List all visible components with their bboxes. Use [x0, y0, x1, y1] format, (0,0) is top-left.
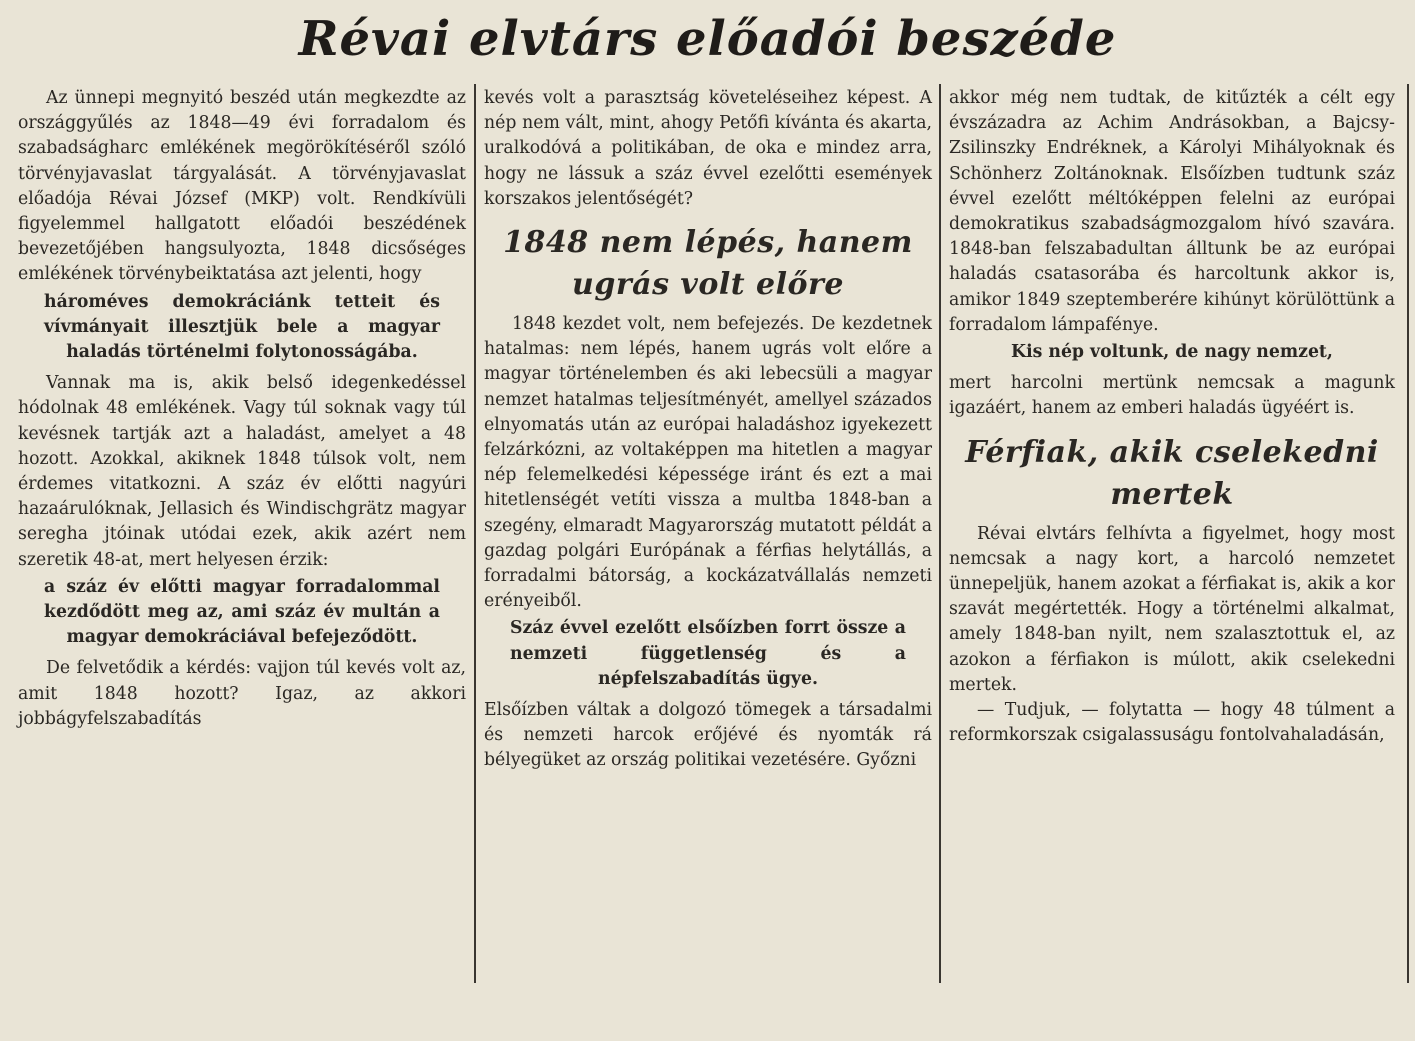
col3-paragraph-4: — Tudjuk, — folytatta — hogy 48 túlment a reformkorszak csigalassuságu fontolvahaladásán, [949, 700, 1395, 746]
col3-emphasis-1: Kis nép voltunk, de nagy nemzet, [1011, 342, 1333, 363]
col2-paragraph-1: kevés volt a parasztság követeléseihez képest. A nép nem vált, mint, ahogy Petőfi kívánta és akarta, uralkodóvá a politikában, de oka e mindez arra, hogy ne lássuk a száz évvel ezelőtti események korszakos jelentőségét? [484, 88, 932, 209]
col1-paragraph-2: Vannak ma is, akik belső idegenkedéssel hódolnak 48 emlékének. Vagy túl soknak vagy túl kevésnek tartják azt a haladást, amelyet a 48 hozott. Azokkal, akiknek 1848 túlsok volt, nem érdemes vitatkozni. A száz év előtti nagyúri hazaárulóknak, Jellasich és Windischgrätz magyar seregha jtóinak utódai ezek, akik azért nem szeretik 48-at, mert helyesen érzik: [18, 373, 466, 570]
col2-subheading: 1848 nem lépés, hanem ugrás volt előre [503, 225, 913, 303]
headline: Révai elvtárs előadói beszéde [298, 11, 1117, 67]
col3-subheading: Férfiak, akik cselekedni mertek [965, 434, 1379, 512]
column-rule-3 [1407, 84, 1409, 983]
col3-paragraph-2: mert harcolni mertünk nemcsak a magunk igazáért, hanem az emberi haladás ügyéért is. [949, 373, 1395, 419]
column-1 [18, 86, 466, 732]
col1-paragraph-3: De felvetődik a kérdés: vajjon túl kevés volt az, amit 1848 hozott? Igaz, az akkori jobbágyfelszabadítás [18, 658, 466, 729]
col3-paragraph-1: akkor még nem tudtak, de kitűzték a célt egy évszázadra az Achim Andrásokban, a Bajcsy-Zsilinszky Endréknek, a Károlyi Mihályoknak és Schönherz Zoltánoknak. Elsőízben tudtunk száz évvel ezelőtt méltóképpen felelni az európai demokratikus szabadságmozgalom hívó szavára. 1848-ban felszabadultan álltunk be az európai haladás csatasorába és harcoltunk akkor is, amikor 1849 szeptemberére kihúnyt körülöttünk a forradalom lámpafénye. [949, 88, 1395, 335]
col3-paragraph-3: Révai elvtárs felhívta a figyelmet, hogy most nemcsak a nagy kort, a harcoló nemzetet ünnepeljük, hanem azokat a férfiakat is, akik a kor szavát megértették. Hogy a történelmi alkalmat, amely 1848-ban nyilt, nem szalasztottuk el, az azokon a férfiakon is múlott, akik cselekedni mertek. [949, 523, 1395, 695]
column-rule-1 [474, 84, 476, 983]
col1-paragraph-1: Az ünnepi megnyitó beszéd után megkezdte az országgyűlés az 1848—49 évi forradalom és szabadságharc emlékének megörökítéséről szóló törvényjavaslat tárgyalását. A törvényjavaslat előadója Révai József (MKP) volt. Rendkívüli figyelemmel hallgatott előadói beszédének bevezetőjében hangsulyozta, 1848 dicsőséges emlékének törvénybeiktatása azt jelenti, hogy [18, 88, 466, 285]
col1-emphasis-2: a száz év előtti magyar forradalommal kezdődött meg az, ami száz év multán a magyar demokráciával befejeződött. [44, 576, 440, 648]
col1-emphasis-1: hároméves demokráciánk tetteit és vívmányait illesztjük bele a magyar haladás történelmi folytonosságába. [44, 291, 440, 363]
col2-paragraph-3: Elsőízben váltak a dolgozó tömegek a társadalmi és nemzeti harcok erőjévé és nyomták rá bélyegüket az ország politikai vezetésére. Győzni [484, 700, 932, 771]
column-rule-2 [939, 84, 941, 983]
column-2 [484, 86, 932, 774]
col2-emphasis-1: Száz évvel ezelőtt elsőízben forrt össze a nemzeti függetlenség és a népfelszabadítás ügye. [510, 618, 906, 689]
col2-paragraph-2: 1848 kezdet volt, nem befejezés. De kezdetnek hatalmas: nem lépés, hanem ugrás volt előre a magyar történelemben és aki lebecsüli a magyar nemzet hatalmas teljesítményét, amellyel százados elnyomatás után az európai haladáshoz igyekezett felzárkózni, az voltaképpen ma hitetlen a magyar nép felemelkedési képessége iránt és ezt a mai hitetlenségét vetíti vissza a multba 1848-ban a szegény, elmaradt Magyarország mutatott példát a gazdag polgári Európának a férfias helytállás, a forradalmi bátorság, a kockázatvállalás nemzeti erényeiből. [484, 314, 932, 612]
column-3 [949, 86, 1395, 748]
